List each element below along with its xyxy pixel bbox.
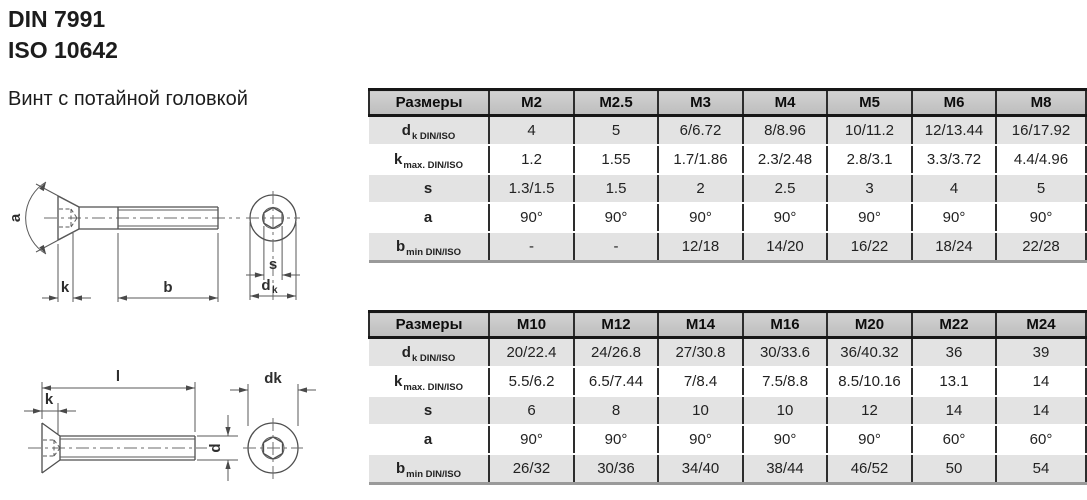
value-cell: 26/32 <box>489 454 574 484</box>
value-cell: 5.5/6.2 <box>489 367 574 396</box>
table-row <box>369 174 1086 203</box>
value-cell: 30/33.6 <box>743 338 827 368</box>
value-cell: 7/8.4 <box>658 367 743 396</box>
value-cell: 24/26.8 <box>574 338 658 368</box>
header-cell: M16 <box>743 312 827 338</box>
screw-end-view <box>230 370 316 480</box>
value-cell: 4 <box>912 174 996 203</box>
k-dimension <box>24 391 76 434</box>
value-cell: 3 <box>827 174 912 203</box>
k-dimension-label: k <box>60 279 70 296</box>
header-cell: M8 <box>996 90 1086 116</box>
row-label: $b_{min DIN/ISO}$ <box>369 232 489 262</box>
value-cell: 38/44 <box>743 454 827 484</box>
k-dimension-label: k <box>44 391 54 408</box>
value-cell: 90° <box>743 425 827 454</box>
value-cell: 8.5/10.16 <box>827 367 912 396</box>
value-cell: 2.8/3.1 <box>827 145 912 174</box>
standard-title-iso: ISO 10642 <box>8 37 118 63</box>
value-cell: 6.5/7.44 <box>574 367 658 396</box>
spec-table-m10-m24 <box>368 310 1087 485</box>
table-row <box>369 367 1086 396</box>
value-cell: 18/24 <box>912 232 996 262</box>
header-cell: M14 <box>658 312 743 338</box>
value-cell: 1.55 <box>574 145 658 174</box>
value-cell: 27/30.8 <box>658 338 743 368</box>
value-cell: 3.3/3.72 <box>912 145 996 174</box>
value-cell: 60° <box>912 425 996 454</box>
row-label: $k_{max. DIN/ISO}$ <box>369 145 489 174</box>
header-cell: Размеры <box>369 312 489 338</box>
value-cell: 16/22 <box>827 232 912 262</box>
value-cell: 12 <box>827 396 912 425</box>
header-cell: M24 <box>996 312 1086 338</box>
value-cell: 30/36 <box>574 454 658 484</box>
table-row <box>369 116 1086 146</box>
value-cell: 90° <box>827 425 912 454</box>
table-row <box>369 203 1086 232</box>
header-cell: M20 <box>827 312 912 338</box>
value-cell: 8 <box>574 396 658 425</box>
value-cell: 6/6.72 <box>658 116 743 146</box>
value-cell: 36/40.32 <box>827 338 912 368</box>
value-cell: 1.2 <box>489 145 574 174</box>
value-cell: - <box>574 232 658 262</box>
value-cell: 90° <box>489 425 574 454</box>
screw-side-view <box>7 181 240 302</box>
standard-title-din: DIN 7991 <box>8 6 106 32</box>
header-cell: M12 <box>574 312 658 338</box>
b-dimension-label: b <box>163 279 173 296</box>
dk-dimension-sub: k <box>272 285 278 296</box>
row-label: s <box>369 174 489 203</box>
value-cell: 90° <box>658 425 743 454</box>
value-cell: 14 <box>912 396 996 425</box>
value-cell: - <box>489 232 574 262</box>
value-cell: 10 <box>743 396 827 425</box>
value-cell: 7.5/8.8 <box>743 367 827 396</box>
table-row <box>369 454 1086 484</box>
value-cell: 39 <box>996 338 1086 368</box>
value-cell: 34/40 <box>658 454 743 484</box>
value-cell: 50 <box>912 454 996 484</box>
header-cell: Размеры <box>369 90 489 116</box>
value-cell: 90° <box>658 203 743 232</box>
row-label: $d_{k DIN/ISO}$ <box>369 338 489 368</box>
screw-drawing-partial-thread <box>0 160 340 310</box>
k-b-dimensions <box>42 233 218 302</box>
table-row <box>369 396 1086 425</box>
header-cell: M2.5 <box>574 90 658 116</box>
value-cell: 90° <box>574 425 658 454</box>
value-cell: 2.5 <box>743 174 827 203</box>
value-cell: 36 <box>912 338 996 368</box>
header-cell: M10 <box>489 312 574 338</box>
value-cell: 10 <box>658 396 743 425</box>
screw-side-view <box>24 368 238 481</box>
row-label: a <box>369 203 489 232</box>
row-label: $b_{min DIN/ISO}$ <box>369 454 489 484</box>
l-dimension <box>42 368 195 432</box>
dk-dimension <box>230 370 316 426</box>
value-cell: 54 <box>996 454 1086 484</box>
row-label: s <box>369 396 489 425</box>
value-cell: 90° <box>912 203 996 232</box>
header-cell: M4 <box>743 90 827 116</box>
angle-label: a <box>7 213 24 223</box>
value-cell: 4 <box>489 116 574 146</box>
value-cell: 90° <box>827 203 912 232</box>
table-header-row <box>369 90 1086 116</box>
value-cell: 12/18 <box>658 232 743 262</box>
value-cell: 5 <box>574 116 658 146</box>
table-row <box>369 232 1086 262</box>
value-cell: 14/20 <box>743 232 827 262</box>
l-dimension-label: l <box>115 368 121 385</box>
header-cell: M2 <box>489 90 574 116</box>
header-cell: M22 <box>912 312 996 338</box>
value-cell: 10/11.2 <box>827 116 912 146</box>
header-cell: M6 <box>912 90 996 116</box>
value-cell: 14 <box>996 367 1086 396</box>
value-cell: 90° <box>996 203 1086 232</box>
value-cell: 8/8.96 <box>743 116 827 146</box>
value-cell: 6 <box>489 396 574 425</box>
table-row <box>369 425 1086 454</box>
value-cell: 90° <box>489 203 574 232</box>
value-cell: 2.3/2.48 <box>743 145 827 174</box>
value-cell: 90° <box>743 203 827 232</box>
row-label: a <box>369 425 489 454</box>
value-cell: 4.4/4.96 <box>996 145 1086 174</box>
value-cell: 13.1 <box>912 367 996 396</box>
value-cell: 22/28 <box>996 232 1086 262</box>
row-label: $k_{max. DIN/ISO}$ <box>369 367 489 396</box>
row-label: $d_{k DIN/ISO}$ <box>369 116 489 146</box>
value-cell: 46/52 <box>827 454 912 484</box>
screw-end-view <box>246 191 300 300</box>
dk-dimension-label: dk <box>264 370 282 387</box>
spec-table-m2-m8 <box>368 88 1087 263</box>
screw-drawing-full-thread <box>0 358 340 500</box>
value-cell: 1.3/1.5 <box>489 174 574 203</box>
value-cell: 1.5 <box>574 174 658 203</box>
table-row <box>369 338 1086 368</box>
header-cell: M5 <box>827 90 912 116</box>
table-header-row <box>369 312 1086 338</box>
value-cell: 60° <box>996 425 1086 454</box>
value-cell: 14 <box>996 396 1086 425</box>
dk-dimension-label: d <box>261 277 271 294</box>
table-row <box>369 145 1086 174</box>
value-cell: 12/13.44 <box>912 116 996 146</box>
value-cell: 20/22.4 <box>489 338 574 368</box>
value-cell: 16/17.92 <box>996 116 1086 146</box>
value-cell: 1.7/1.86 <box>658 145 743 174</box>
header-cell: M3 <box>658 90 743 116</box>
value-cell: 2 <box>658 174 743 203</box>
value-cell: 90° <box>574 203 658 232</box>
s-dimension-label: s <box>268 256 278 273</box>
d-dimension-label: d <box>207 443 224 453</box>
product-subtitle: Винт с потайной головкой <box>8 88 248 110</box>
value-cell: 5 <box>996 174 1086 203</box>
